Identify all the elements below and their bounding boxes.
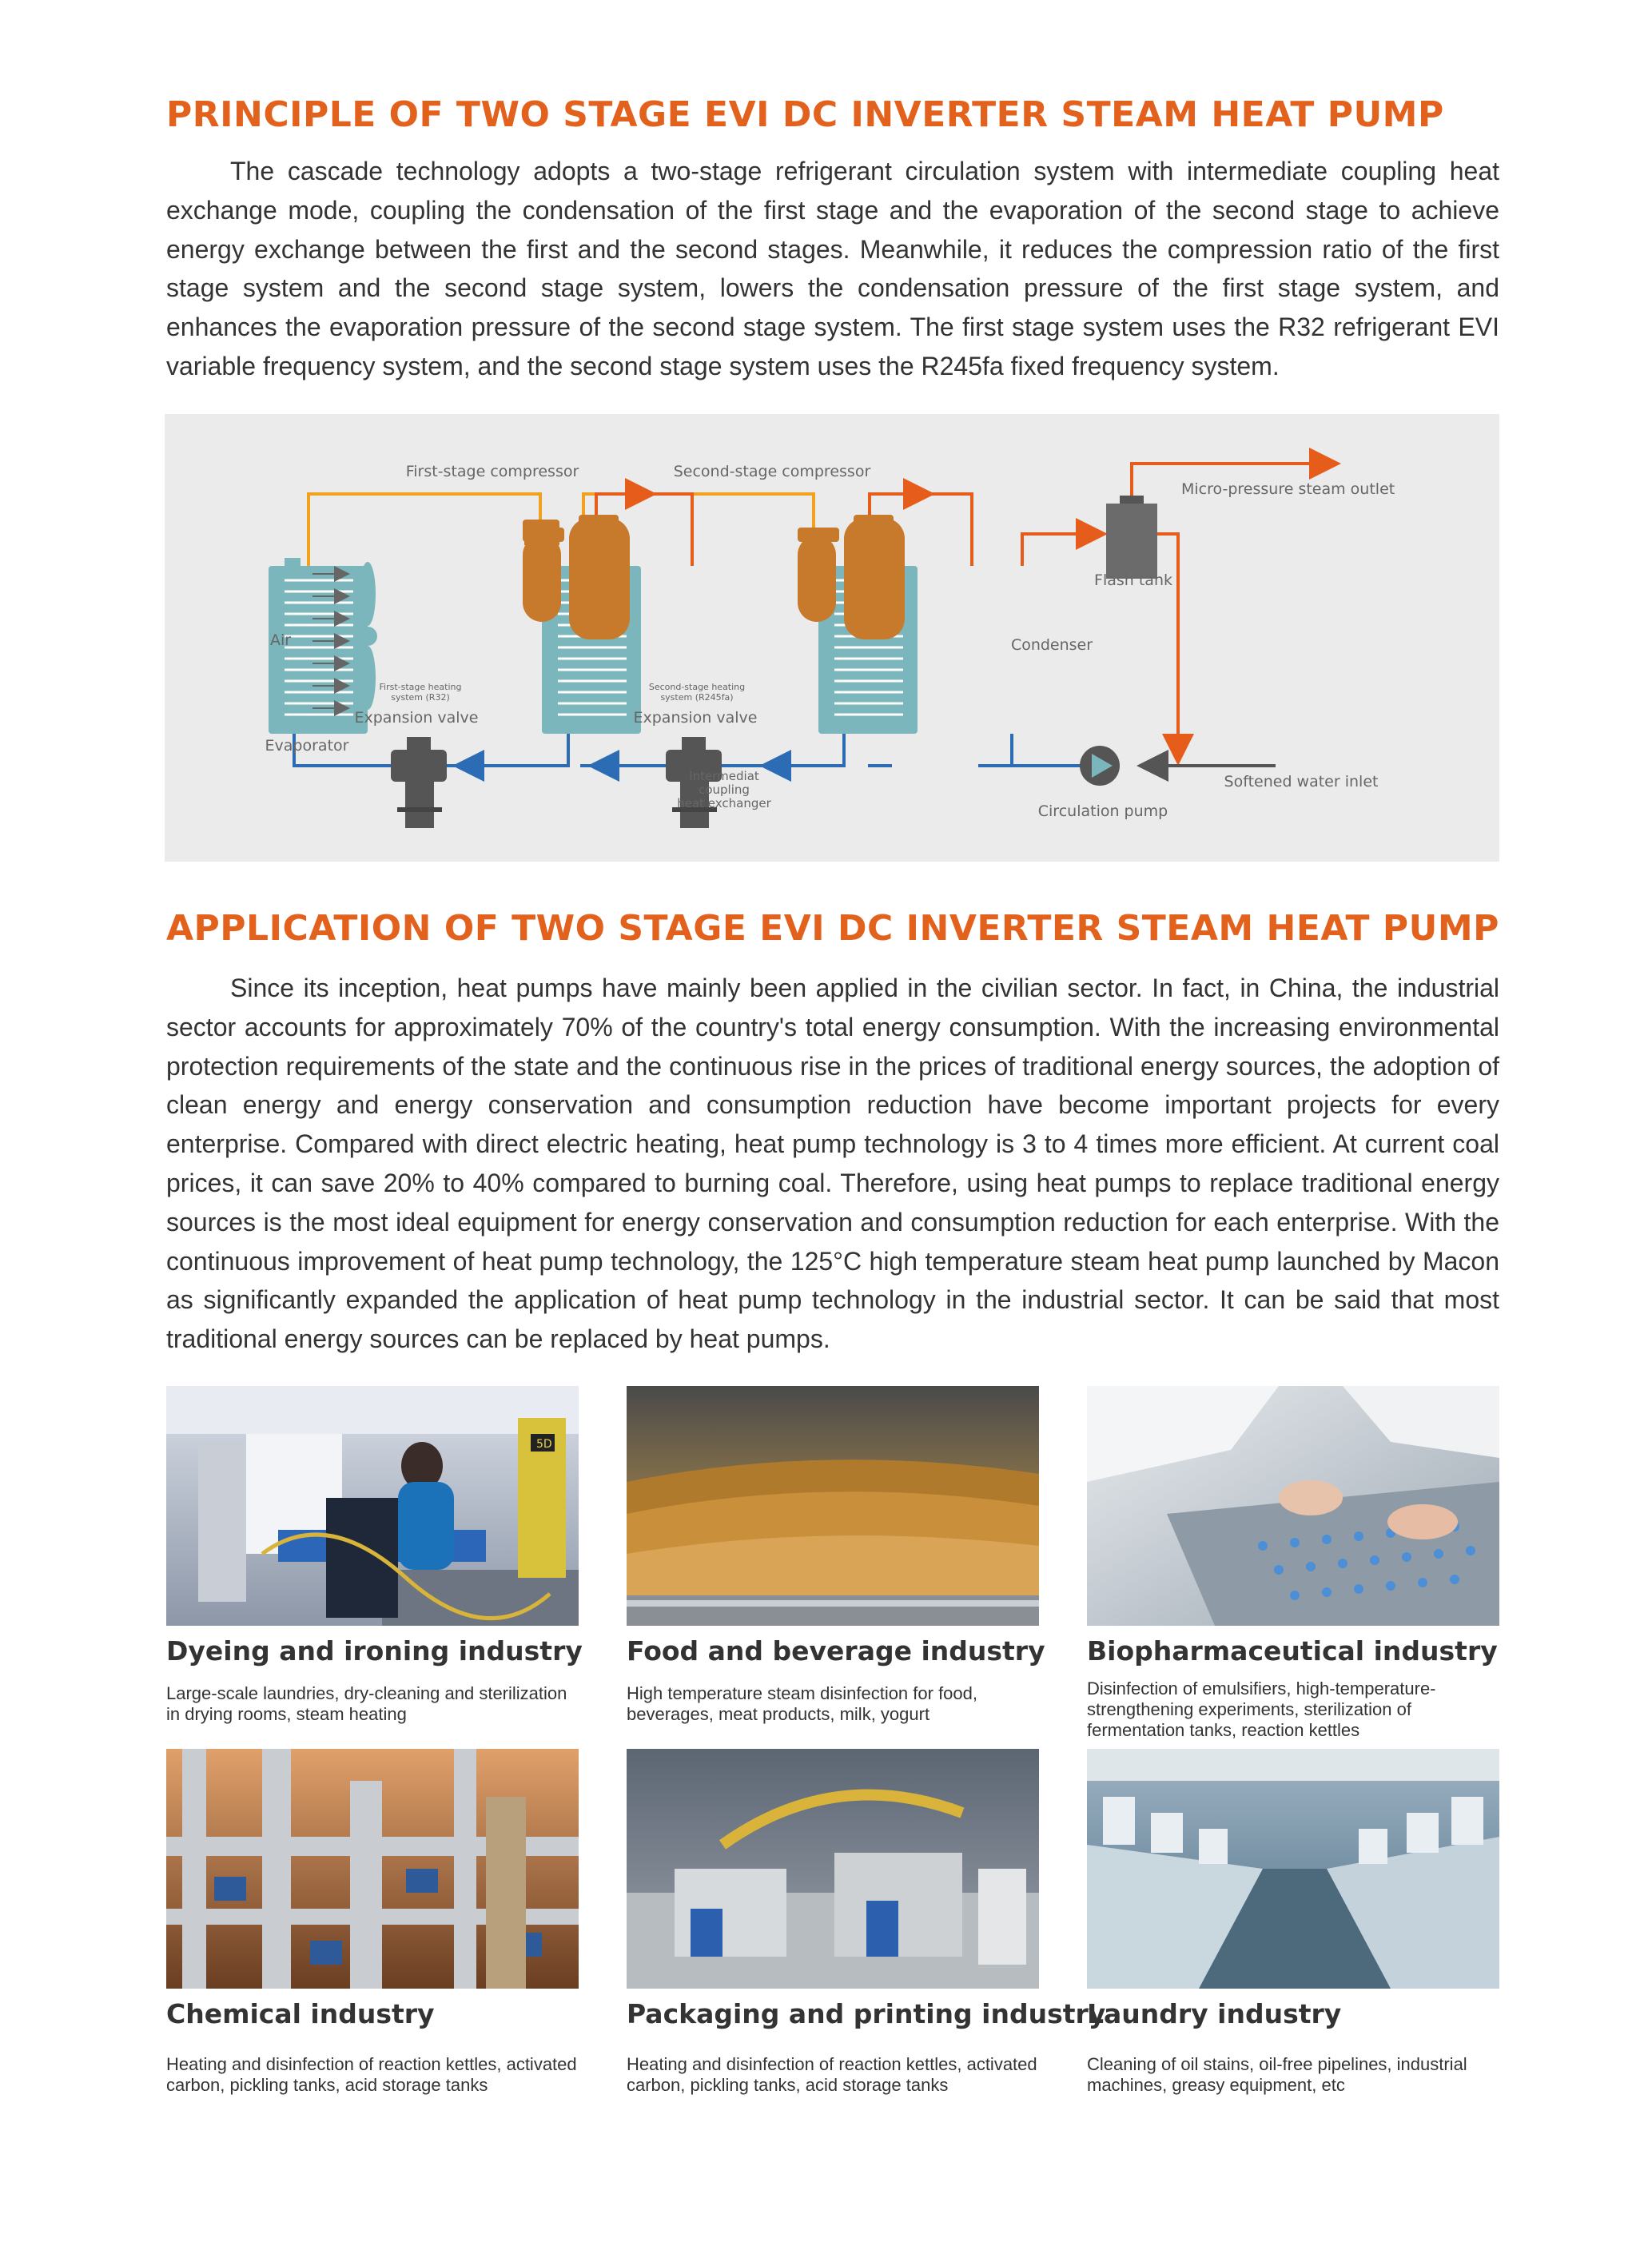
- second-heating-system-label-2: system (R245fa): [660, 692, 734, 703]
- principle-heading: PRINCIPLE OF TWO STAGE EVI DC INVERTER STEAM HEAT PUMP: [166, 94, 1444, 135]
- first-compressor-icon: [523, 515, 630, 639]
- application-heading: APPLICATION OF TWO STAGE EVI DC INVERTER STEAM HEAT PUMP: [166, 908, 1499, 949]
- card-description: High temperature steam disinfection for food, beverages, meat products, milk, yogurt: [627, 1683, 978, 1724]
- card-description: Heating and disinfection of reaction kettles, activated carbon, pickling tanks, acid storage tanks: [627, 2054, 1037, 2095]
- expansion-valve-2-label: Expansion valve: [633, 709, 758, 727]
- card-title: Food and beverage industry: [627, 1635, 1045, 1667]
- second-compressor-icon: [798, 515, 905, 639]
- card-description: Cleaning of oil stains, oil-free pipelines, industrial machines, greasy equipment, etc: [1087, 2054, 1467, 2095]
- application-paragraph: Since its inception, heat pumps have mainly been applied in the civilian sector. In fact, in China, the industrial sector accounts for approximately 70% of the country's total energy consumption. With the increasing environmental protection requirements of the state and the continuous rise in the prices of traditional energy sources, the adoption of clean energy and energy conservation and consumption reduction have become important projects for every enterprise. Compared with direct electric heating, heat pump technology is 3 to 4 times more efficient. At current coal prices, it can save 20% to 40% compared to burning coal. Therefore, using heat pumps to replace traditional energy sources is the most ideal equipment for energy conservation and consumption reduction for each enterprise. With the continuous improvement of heat pump technology, the 125°C high temperature steam heat pump launched by Macon as significantly expanded the application of heat pump technology in the industrial sector. It can be said that most traditional energy sources can be replaced by heat pumps.: [166, 974, 1499, 1354]
- first-heating-system-label-1: First-stage heating: [379, 682, 462, 692]
- card-description: Large-scale laundries, dry-cleaning and sterilization in drying rooms, steam heating: [166, 1683, 567, 1724]
- circulation-pump-label: Circulation pump: [1037, 802, 1168, 820]
- laundry-photo: [1087, 1749, 1499, 1989]
- flash-tank-label: Flash tank: [1094, 571, 1172, 589]
- fan-icon: [358, 562, 377, 710]
- first-compressor-label: First-stage compressor: [405, 463, 579, 480]
- food-photo: [627, 1386, 1039, 1626]
- card-title: Packaging and printing industry: [627, 1998, 1106, 2029]
- dyeing-photo: [166, 1386, 579, 1626]
- first-heating-system-label-2: system (R32): [391, 692, 450, 703]
- chemical-photo: [166, 1749, 579, 1989]
- principle-paragraph: The cascade technology adopts a two-stage refrigerant circulation system with intermediate coupling heat exchange mode, coupling the condensation of the first stage and the evaporation of the second stage to achieve energy exchange between the first and the second stages. Meanwhile, it reduces the compression ratio of the first stage system and the second stage system, lowers the condensation pressure of the first stage system, and enhances the evaporation pressure of the second stage system. The first stage system uses the R32 refrigerant EVI variable frequency system, and the second stage system uses the R245fa fixed frequency system.: [166, 157, 1499, 380]
- heat-pump-diagram: [165, 414, 1499, 862]
- second-compressor-label: Second-stage compressor: [673, 463, 871, 480]
- expansion-valve-1-label: Expansion valve: [354, 709, 479, 727]
- card-title: Dyeing and ironing industry: [166, 1635, 583, 1667]
- card-description: Disinfection of emulsifiers, high-temperature-strengthening experiments, sterilization of fermentation tanks, reaction kettles: [1087, 1679, 1436, 1740]
- circulation-pump-icon: [1080, 746, 1120, 786]
- intermediate-hx-label-1: Intermediat: [689, 769, 759, 783]
- cycle-schematic: [165, 414, 1499, 862]
- packaging-photo: [627, 1749, 1039, 1989]
- card-title: Chemical industry: [166, 1998, 435, 2029]
- air-label: Air: [270, 631, 292, 649]
- machine-label: 5D: [536, 1438, 552, 1451]
- card-description: Heating and disinfection of reaction kettles, activated carbon, pickling tanks, acid storage tanks: [166, 2054, 577, 2095]
- intermediate-hx-label-3: heat exchanger: [677, 796, 771, 810]
- condenser-label: Condenser: [1010, 636, 1093, 654]
- card-title: Laundry industry: [1087, 1998, 1342, 2029]
- flash-tank-icon: [1106, 496, 1157, 579]
- softened-water-label: Softened water inlet: [1224, 773, 1379, 790]
- biopharma-photo: [1087, 1386, 1499, 1626]
- evaporator-label: Evaporator: [265, 737, 349, 755]
- card-title: Biopharmaceutical industry: [1087, 1635, 1498, 1667]
- steam-outlet-label: Micro-pressure steam outlet: [1181, 480, 1395, 498]
- second-heating-system-label-1: Second-stage heating: [648, 682, 746, 692]
- expansion-valve-1-icon: [391, 737, 447, 828]
- intermediate-hx-label-2: coupling: [699, 783, 750, 797]
